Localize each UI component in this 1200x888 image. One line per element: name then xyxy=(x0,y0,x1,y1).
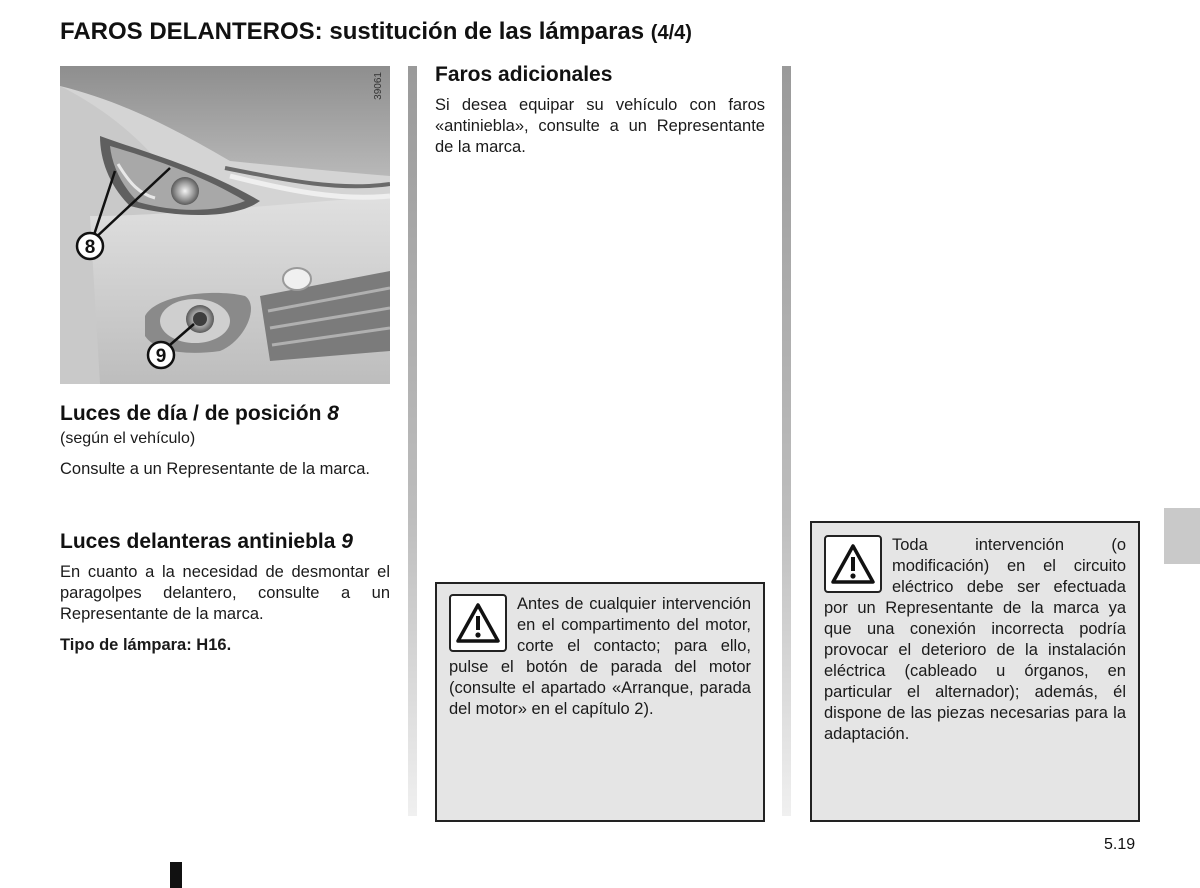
warning-triangle-icon xyxy=(449,594,507,652)
page-title xyxy=(60,18,692,46)
car-front-drawing xyxy=(60,66,390,384)
chapter-tab xyxy=(1164,508,1200,564)
section-fog-lights xyxy=(60,530,390,656)
section-text: En cuanto a la necesidad de desmontar el paragolpes delantero, consulte a un Representante de la marca. xyxy=(60,563,390,623)
callout-8-label: 8 xyxy=(84,237,96,258)
lamp-type: Tipo de lámpara: H16. xyxy=(60,636,232,654)
column-separator-right xyxy=(782,66,791,816)
callout-9 xyxy=(148,342,174,368)
section-heading xyxy=(60,402,390,426)
heading-text: Luces de día / de posición xyxy=(60,402,322,425)
crop-mark xyxy=(170,862,182,888)
section-text: Consulte a un Representante de la marca. xyxy=(60,460,371,478)
warning-text: Antes de cualquier intervención en el compartimento del motor, corte el contacto; para ello, pulse el botón de parada del motor (consulte el apartado «Arranque, parada del motor» en el capítulo 2). xyxy=(449,595,751,718)
callout-8 xyxy=(77,233,103,259)
column-separator-left xyxy=(408,66,417,816)
page-title-text: FAROS DELANTEROS: sustitución de las lámparas xyxy=(60,18,645,45)
heading-number: 8 xyxy=(327,402,339,425)
page-title-suffix: (4/4) xyxy=(650,22,692,44)
warning-box-engine xyxy=(435,582,765,822)
section-text: Si desea equipar su vehículo con faros «antiniebla», consulte a un Representante de la marca. xyxy=(435,96,765,156)
heading-text: Luces delanteras antiniebla xyxy=(60,530,336,553)
headlight-illustration xyxy=(60,66,390,384)
callout-9-label: 9 xyxy=(155,346,167,367)
heading-number: 9 xyxy=(341,530,353,553)
section-daytime-lights xyxy=(60,402,390,480)
section-note: (según el vehículo) xyxy=(60,430,196,447)
section-heading xyxy=(60,530,390,554)
warning-text: Toda intervención (o modificación) en el circuito eléctrico debe ser efectuada por un Representante de la marca ya que una conexión incorrecta podría provocar el deterioro de la instalación eléctrica (cableado u órganos, en particular el alternador); además, él dispone de las piezas necesarias para la adaptación. xyxy=(824,536,1126,743)
section-heading: Faros adicionales xyxy=(435,63,613,86)
page-number: 5.19 xyxy=(1104,836,1136,853)
section-additional-lights xyxy=(435,63,765,158)
figure-reference: 39061 xyxy=(373,72,384,100)
warning-box-electrical xyxy=(810,521,1140,822)
warning-triangle-icon xyxy=(824,535,882,593)
